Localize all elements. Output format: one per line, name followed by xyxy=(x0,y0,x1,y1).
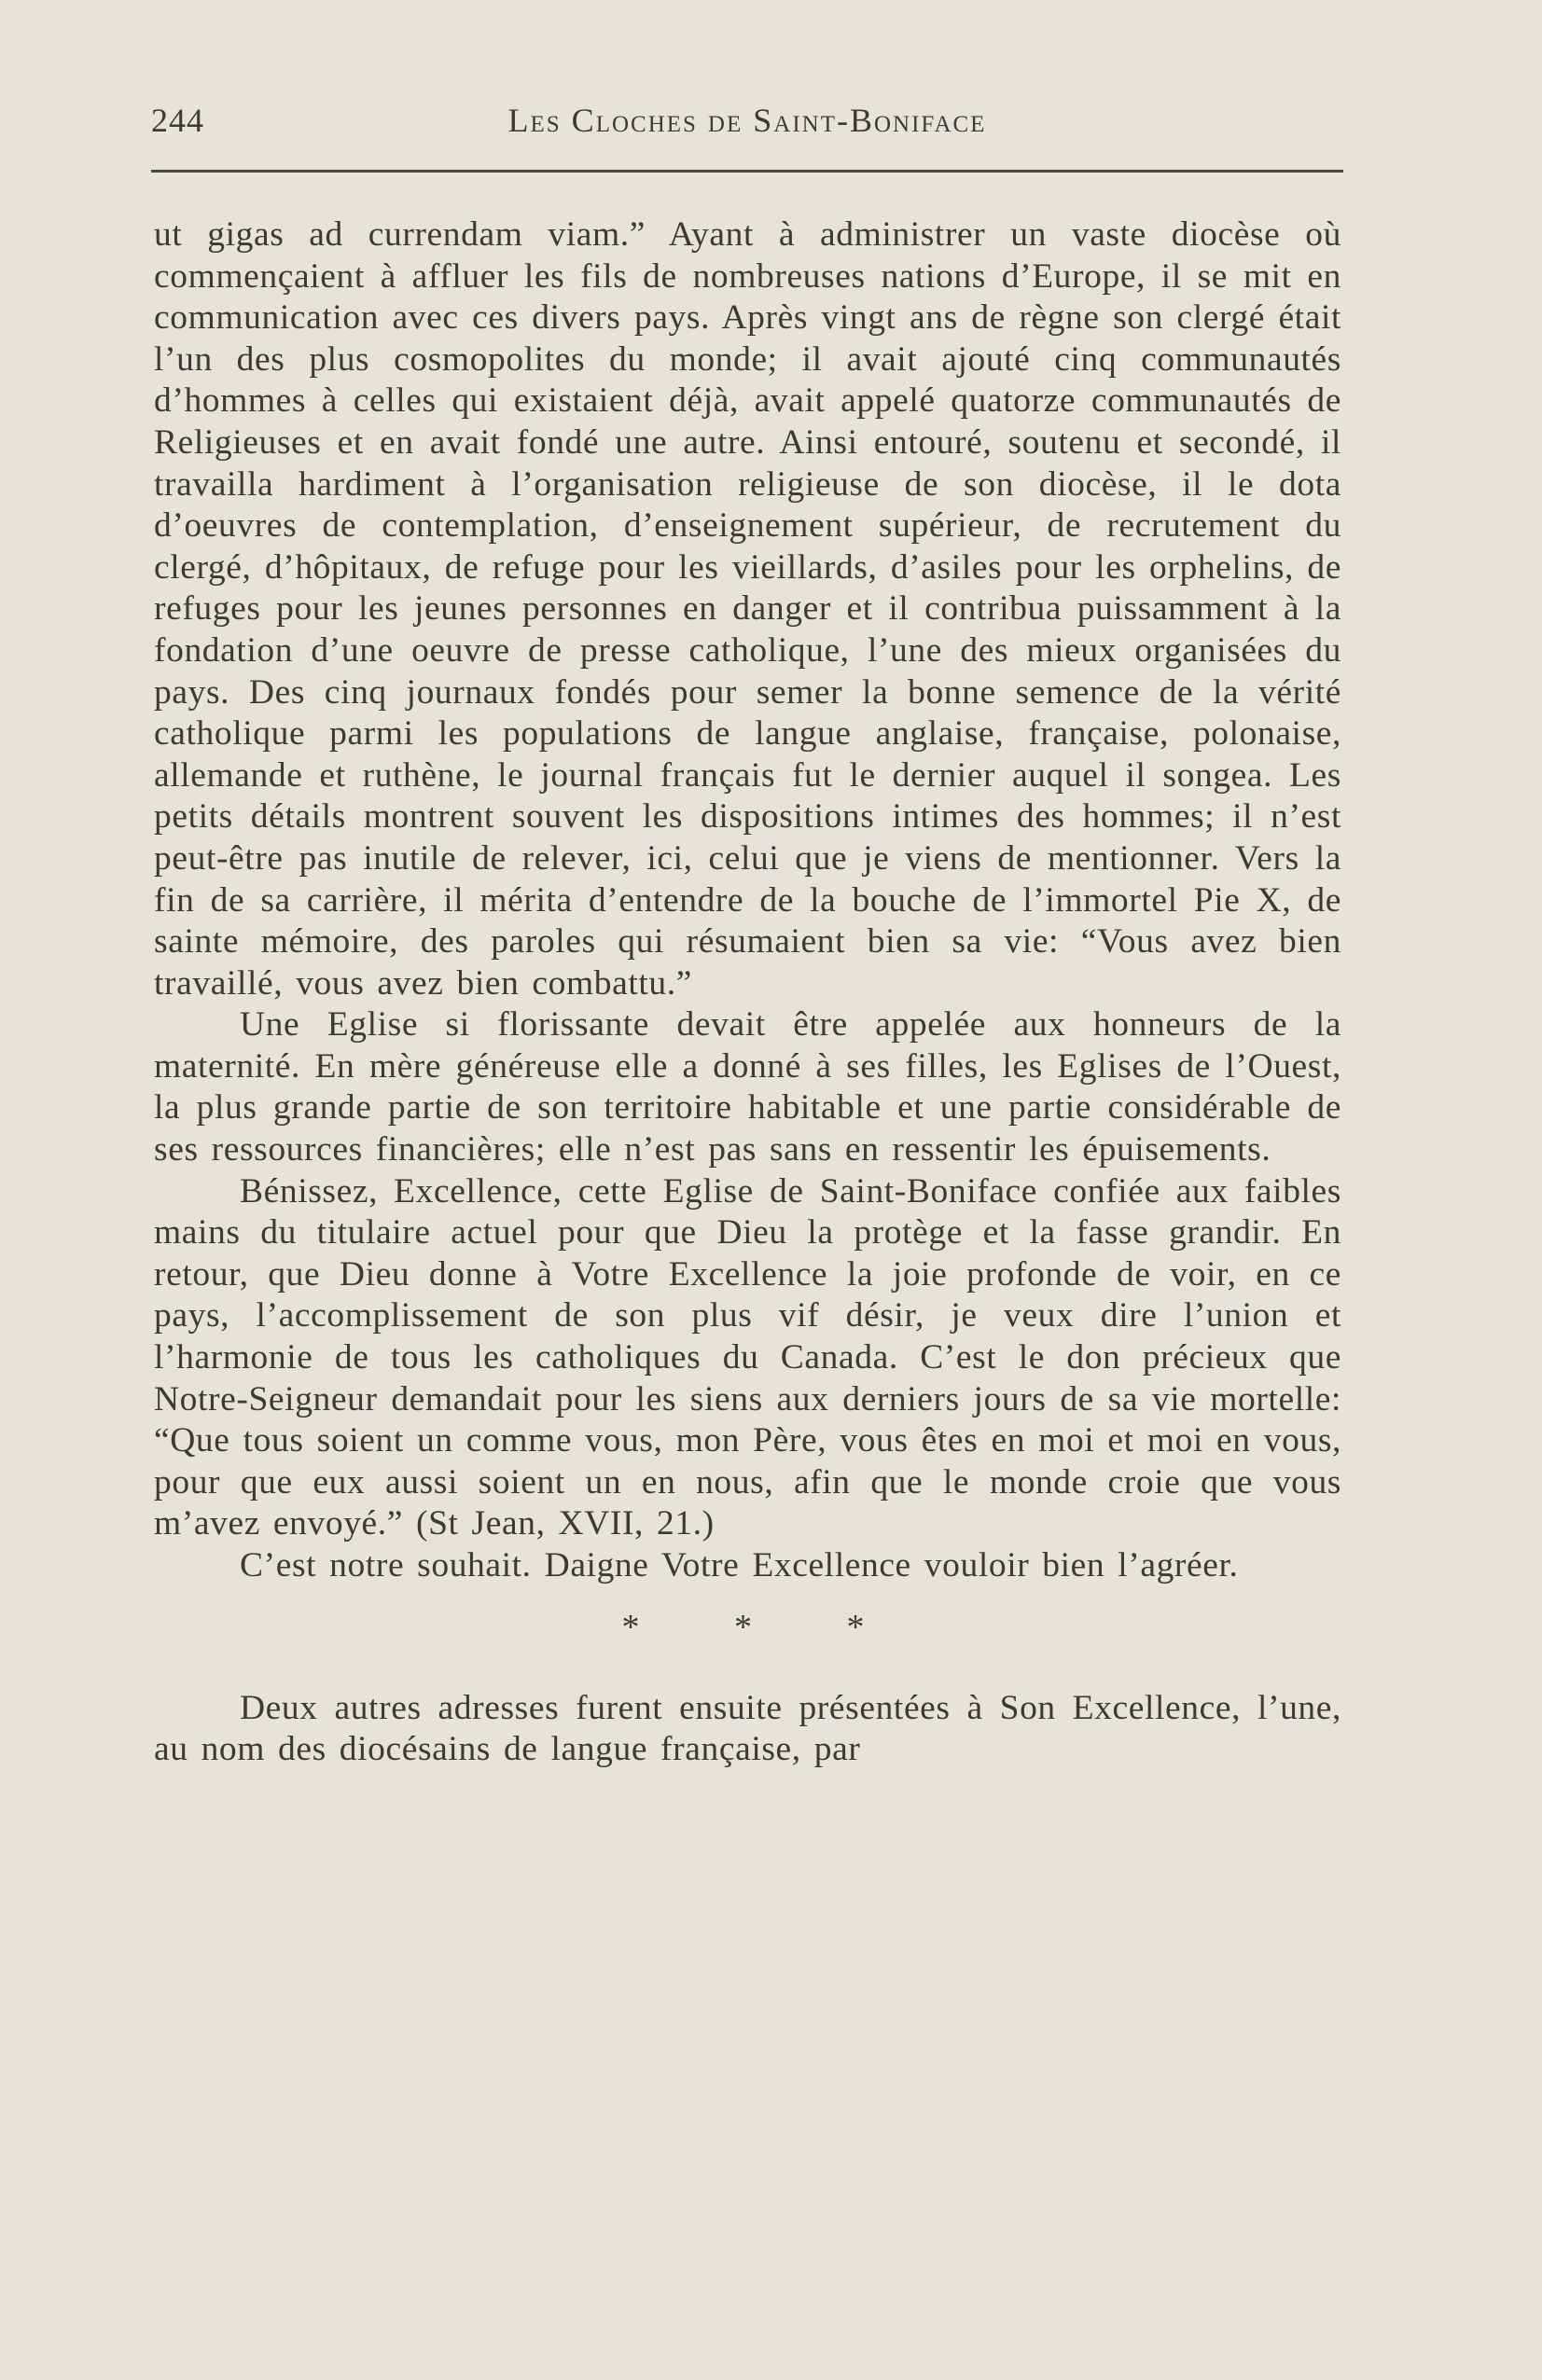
paragraph-other-addresses: Deux autres adresses furent ensuite présentées à Son Excellence, l’une, au nom des diocésains de langue française, par xyxy=(154,1688,1341,1769)
header-rule xyxy=(151,170,1343,173)
page-number: 244 xyxy=(151,102,204,139)
paragraph-continuation: ut gigas ad currendam viam.” Ayant à administrer un vaste diocèse où commençaient à affluer les fils de nombreuses nations d’Europe, il se mit en communication avec ces divers pays. Après vingt ans de règne son clergé était l’un des plus cosmopolites du monde; il avait ajouté cinq communautés d’hommes à celles qui existaient déjà, avait appelé quatorze communautés de Religieuses et en avait fondé une autre. Ainsi entouré, soutenu et secondé, il travailla hardiment à l’organisation religieuse de son diocèse, il le dota d’oeuvres de contemplation, d’enseignement supérieur, de recrutement du clergé, d’hôpitaux, de refuge pour les vieillards, d’asiles pour les orphelins, de refuges pour les jeunes personnes en danger et il contribua puissamment à la fondation d’une oeuvre de presse catholique, l’une des mieux organisées du pays. Des cinq journaux fondés pour semer la bonne semence de la vérité catholique parmi les populations de langue anglaise, française, polonaise, allemande et ruthène, le journal français fut le dernier auquel il songea. Les petits détails montrent souvent les dispositions intimes des hommes; il n’est peut-être pas inutile de relever, ici, celui que je viens de mentionner. Vers la fin de sa carrière, il mérita d’entendre de la bouche de l’immortel Pie X, de sainte mémoire, des paroles qui résumaient bien sa vie: “Vous avez bien travaillé, vous avez bien combattu.” xyxy=(154,215,1341,1003)
paragraph-wish: C’est notre souhait. Daigne Votre Excellence vouloir bien l’agréer. xyxy=(240,1546,1239,1584)
page-header xyxy=(151,93,1343,153)
section-separator: * * * xyxy=(621,1607,908,1647)
running-title: Les Cloches de Saint-Boniface xyxy=(507,102,987,139)
body-text xyxy=(154,214,1341,1771)
paragraph-maternity: Une Eglise si florissante devait être appelée aux honneurs de la maternité. En mère généreuse elle a donné à ses filles, les Eglises de l’Ouest, la plus grande partie de son territoire habitable et une partie considérable de ses ressources financières; elle n’est pas sans en ressentir les épuisements. xyxy=(154,1005,1341,1169)
paragraph-blessing: Bénissez, Excellence, cette Eglise de Saint-Boniface confiée aux faibles mains du titulaire actuel pour que Dieu la protège et la fasse grandir. En retour, que Dieu donne à Votre Excellence la joie profonde de voir, en ce pays, l’accomplissement de son plus vif désir, je veux dire l’union et l’harmonie de tous les catholiques du Canada. C’est le don précieux que Notre-Seigneur demandait pour les siens aux derniers jours de sa vie mortelle: “Que tous soient un comme vous, mon Père, vous êtes en moi et moi en vous, pour que eux aussi soient un en nous, afin que le monde croie que vous m’avez envoyé.” (St Jean, XVII, 21.) xyxy=(154,1171,1341,1543)
